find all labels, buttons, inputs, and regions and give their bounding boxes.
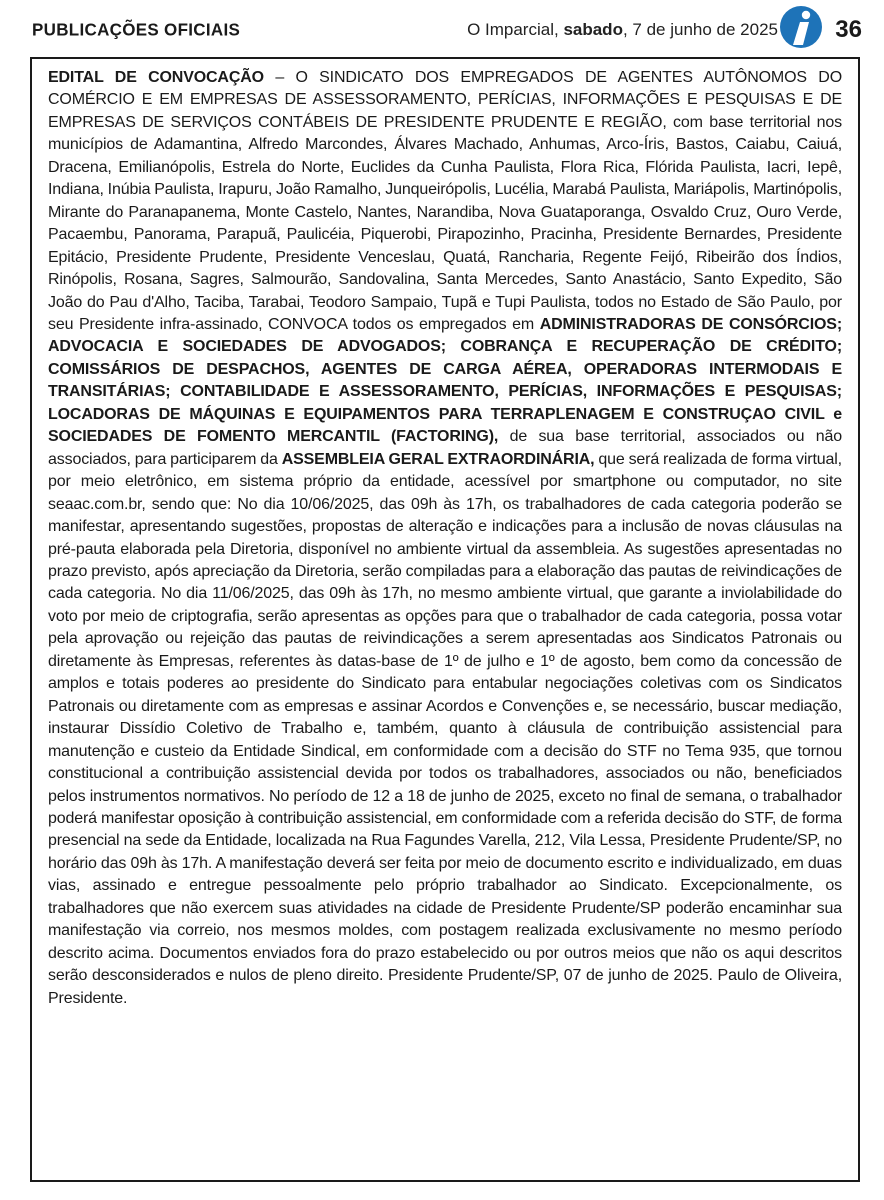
edital-text xyxy=(48,67,842,1010)
edital-categories: ADMINISTRADORAS DE CONSÓRCIOS; ADVOCACIA E SOCIEDADES DE ADVOGADOS; COBRANÇA E RECUPERAÇÃO DE CRÉDITO; COMISSÁRIOS DE DESPACHOS, AGENTES DE CARGA AÉREA, OPERADORAS INTERMODAIS E TRANSITÁRIAS; CONTABILIDADE E ASSESSORAMENTO, PERÍCIAS, INFORMAÇÕES E PESQUISAS; LOCADORAS DE MÁQUINAS E EQUIPAMENTOS PARA TERRAPLENAGEM E CONSTRUÇAO CIVIL e SOCIEDADES DE FOMENTO MERCANTIL (FACTORING), xyxy=(48,315,842,446)
edital-body: que será realizada de forma virtual, por meio eletrônico, em sistema próprio da entidade, acessível por smartphone ou computador, no site seaac.com.br, sendo que: No dia 10/06/2025, das 09h às 17h, os trabalhadores de cada categoria poderão se manifestar, apresentando sugestões, propostas de alteração e indicações para a inclusão de novas cláusulas na pré-pauta elaborada pela Diretoria, disponível no ambiente virtual da assembleia. As sugestões apresentadas no prazo previsto, após apreciação da Diretoria, serão compiladas para a elaboração das pautas de reivindicações de cada categoria. No dia 11/06/2025, das 09h às 17h, no mesmo ambiente virtual, que garante a inviolabilidade do voto por meio de criptografia, serão apresentas as opções para que o trabalhador de cada categoria, possa votar pela aprovação ou rejeição das pautas de reivindicações a serem apresentadas aos Sindicatos Patronais ou diretamente às Empresas, referentes às datas-base de 1º de julho e 1º de agosto, bem como da concessão de amplos e totais poderes ao presidente do Sindicato para entabular negociações coletivas com os Sindicatos Patronais ou diretamente com as empresas e assinar Acordos e Convenções e, se necessário, buscar mediação, instaurar Dissídio Coletivo de Trabalho e, também, quanto à cláusula de contribuição assistencial para manutenção e custeio da Entidade Sindical, em conformidade com a decisão do STF no Tema 935, que tornou constitucional a contribuição assistencial devida por todos os trabalhadores, associados ou não, beneficiados pelos instrumentos normativos. No período de 12 a 18 de junho de 2025, exceto no final de semana, o trabalhador poderá manifestar oposição à contribuição assistencial, em conformidade com a referida decisão do STF, de forma presencial na sede da Entidade, localizada na Rua Fagundes Varella, 212, Vila Lessa, Presidente Prudente/SP, no horário das 09h às 17h. A manifestação deverá ser feita por meio de documento escrito e individualizado, em duas vias, assinado e entregue pessoalmente pelo próprio trabalhador ao Sindicato. Excepcionalmente, os trabalhadores que não exercem suas atividades na cidade de Presidente Prudente/SP poderão encaminhar sua manifestação via correio, nos mesmos moldes, com postagem realizada exclusivamente no mesmo período descrito acima. Documentos enviados fora do prazo estabelecido ou por outros meios que não os aqui descritos serão desconsiderados e nulos de pleno direito. Presidente Prudente/SP, 07 de junho de 2025. Paulo de Oliveira, Presidente. xyxy=(48,450,842,1007)
date: , 7 de junho de 2025 xyxy=(622,20,778,39)
newspaper-logo xyxy=(780,6,822,48)
edital-heading: EDITAL DE CONVOCAÇÃO xyxy=(48,69,264,86)
section-title: PUBLICAÇÕES OFICIAIS xyxy=(32,19,241,40)
edital-intro: – O SINDICATO DOS EMPREGADOS DE AGENTES AUTÔNOMOS DO COMÉRCIO E EM EMPRESAS DE ASSESSORAMENTO, PERÍCIAS, INFORMAÇÕES E PESQUISAS E DE EMPRESAS DE SERVIÇOS CONTÁBEIS DE PRESIDENTE PRUDENTE E REGIÃO, com base territorial nos municípios de Adamantina, Alfredo Marcondes, Álvares Machado, Anhumas, Arco-Íris, Bastos, Caiabu, Caiuá, Dracena, Emilianópolis, Estrela do Norte, Euclides da Cunha Paulista, Flora Rica, Flórida Paulista, Iacri, Iepê, Indiana, Inúbia Paulista, Irapuru, João Ramalho, Junqueirópolis, Lucélia, Marabá Paulista, Mariápolis, Martinópolis, Mirante do Paranapanema, Monte Castelo, Nantes, Narandiba, Nova Guataporanga, Osvaldo Cruz, Ouro Verde, Pacaembu, Panorama, Parapuã, Paulicéia, Piquerobi, Pirapozinho, Pracinha, Presidente Bernardes, Presidente Epitácio, Presidente Prudente, Presidente Venceslau, Quatá, Rancharia, Regente Feijó, Ribeirão dos Índios, Rinópolis, Rosana, Sagres, Salmourão, Sandovalina, Santa Mercedes, Santo Anastácio, Santo Expedito, São João do Pau d'Alho, Taciba, Tarabai, Teodoro Sampaio, Tupã e Tupi Paulista, todos no Estado de São Paulo, por seu Presidente infra-assinado, CONVOCA todos os empregados em xyxy=(48,69,842,333)
logo-i-icon xyxy=(780,6,822,48)
weekday: sabado xyxy=(563,20,623,39)
edital-participation: de sua base territorial, associados ou não associados, para participarem da xyxy=(48,428,842,468)
page-header xyxy=(28,4,862,52)
dateline xyxy=(467,20,778,40)
edital-assembly: ASSEMBLEIA GERAL EXTRAORDINÁRIA, xyxy=(281,450,595,468)
newspaper-name: O Imparcial, xyxy=(467,20,559,39)
page-number: 36 xyxy=(835,16,862,43)
edital-box xyxy=(30,57,860,1182)
